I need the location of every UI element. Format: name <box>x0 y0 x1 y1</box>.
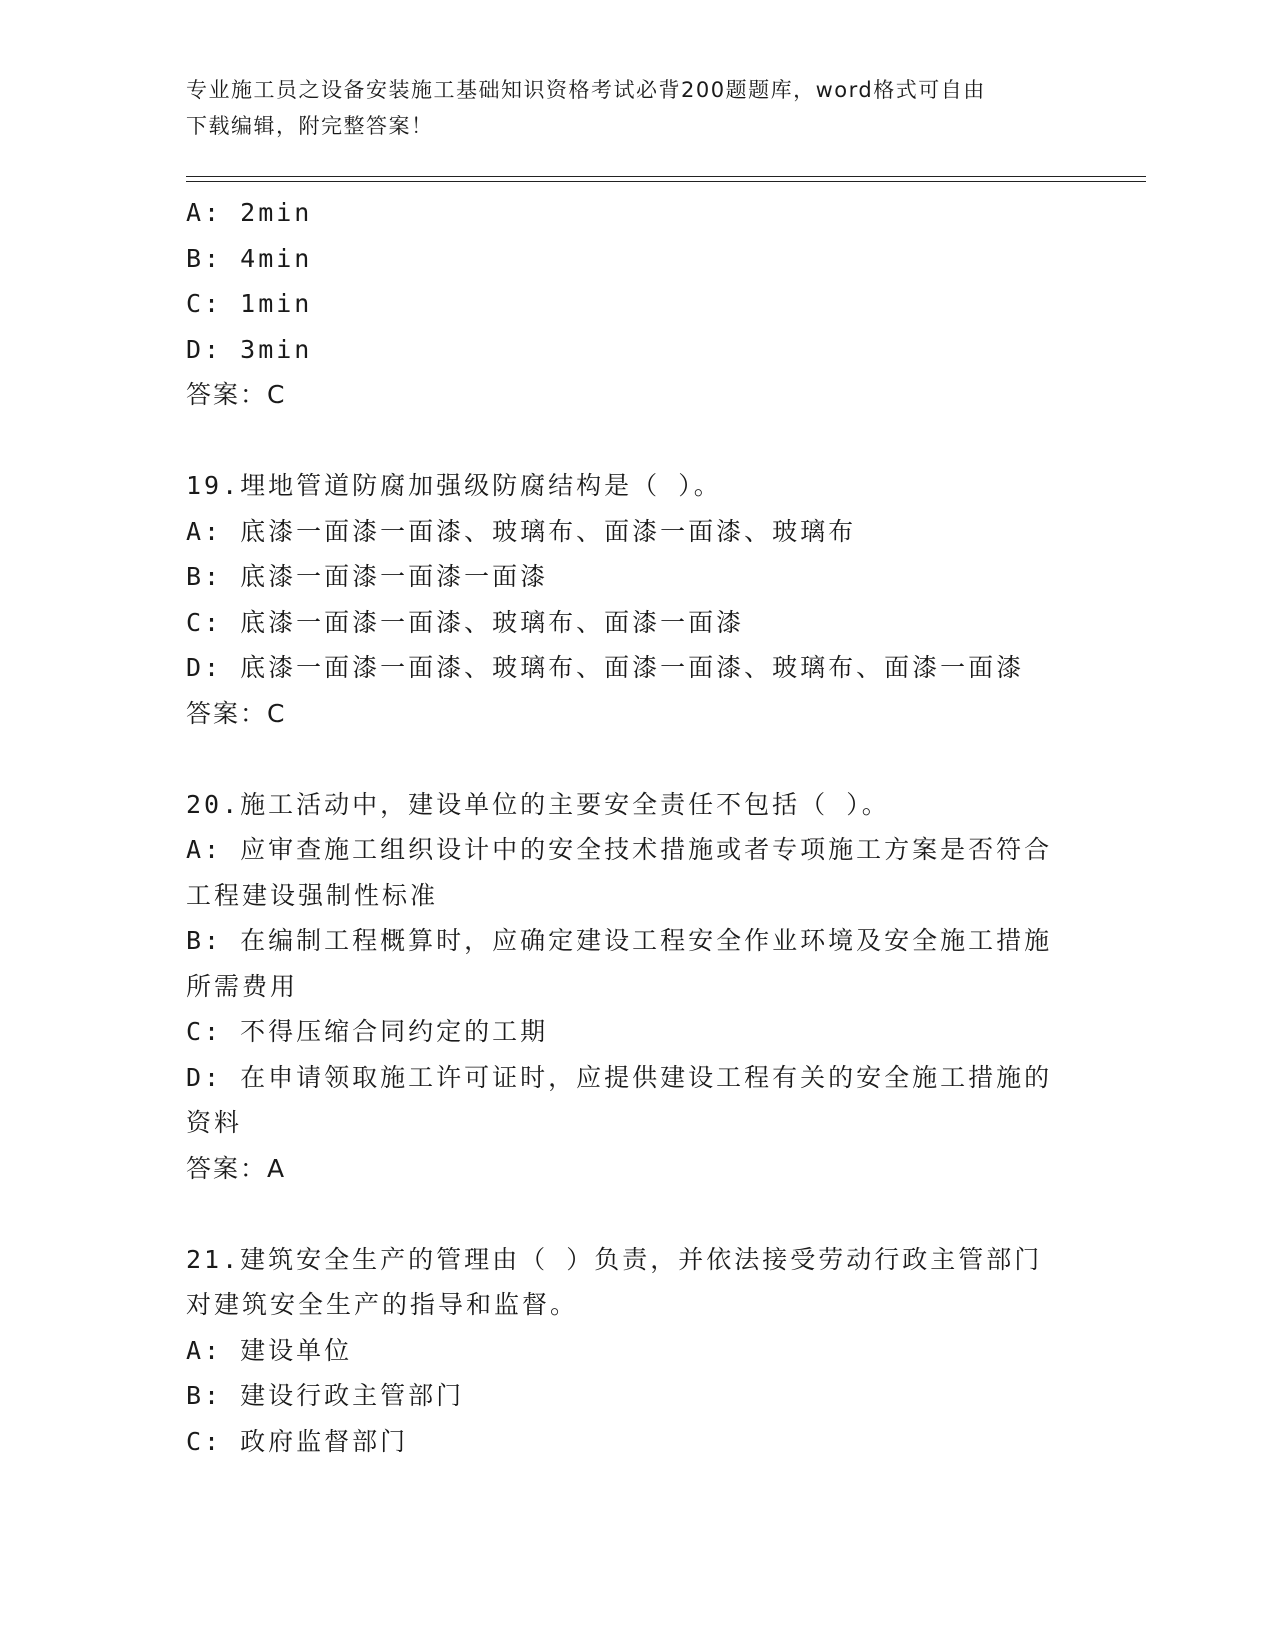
option-d: D: 3min <box>186 334 313 364</box>
option-b: B: 建设行政主管部门 <box>186 1381 465 1410</box>
spacer <box>186 418 1066 464</box>
question-text: 19.埋地管道防腐加强级防腐结构是（ ）。 <box>186 471 722 500</box>
option-b: B: 4min <box>186 243 313 273</box>
question-19 <box>186 463 1066 736</box>
question-text: 20.施工活动中，建设单位的主要安全责任不包括（ ）。 <box>186 789 890 819</box>
question-18 <box>186 190 1066 418</box>
option-d: D: 底漆一面漆一面漆、玻璃布、面漆一面漆、玻璃布、面漆一面漆 <box>186 653 1025 682</box>
header-divider-bottom <box>186 181 1146 182</box>
option-a: A: 建设单位 <box>186 1335 353 1365</box>
option-b: B: 在编制工程概算时，应确定建设工程安全作业环境及安全施工措施所需费用 <box>186 926 1053 1001</box>
option-c: C: 1min <box>186 289 313 318</box>
answer: 答案：A <box>186 1153 287 1183</box>
option-d: D: 在申请领取施工许可证时，应提供建设工程有关的安全施工措施的资料 <box>186 1062 1053 1137</box>
option-a: A: 2min <box>186 198 313 227</box>
question-list <box>186 190 1066 1464</box>
option-b: B: 底漆一面漆一面漆一面漆 <box>186 562 549 591</box>
spacer <box>186 1191 1066 1237</box>
answer: 答案：C <box>186 380 287 409</box>
question-text: 21.建筑安全生产的管理由（ ）负责，并依法接受劳动行政主管部门对建筑安全生产的指导和监督。 <box>186 1244 1043 1319</box>
header-divider-top <box>186 176 1146 177</box>
option-a: A: 底漆一面漆一面漆、玻璃布、面漆一面漆、玻璃布 <box>186 516 857 546</box>
header-line-2: 下载编辑，附完整答案！ <box>186 114 434 138</box>
option-c: C: 底漆一面漆一面漆、玻璃布、面漆一面漆 <box>186 607 745 637</box>
spacer <box>186 736 1066 782</box>
option-a: A: 应审查施工组织设计中的安全技术措施或者专项施工方案是否符合工程建设强制性标准 <box>186 835 1053 910</box>
option-c: C: 政府监督部门 <box>186 1426 409 1456</box>
answer: 答案：C <box>186 698 287 728</box>
option-c: C: 不得压缩合同约定的工期 <box>186 1017 549 1046</box>
document-header <box>186 72 1086 144</box>
header-line-1: 专业施工员之设备安装施工基础知识资格考试必背200题题库，word格式可自由 <box>186 78 986 102</box>
question-20 <box>186 782 1066 1192</box>
question-21 <box>186 1237 1066 1465</box>
